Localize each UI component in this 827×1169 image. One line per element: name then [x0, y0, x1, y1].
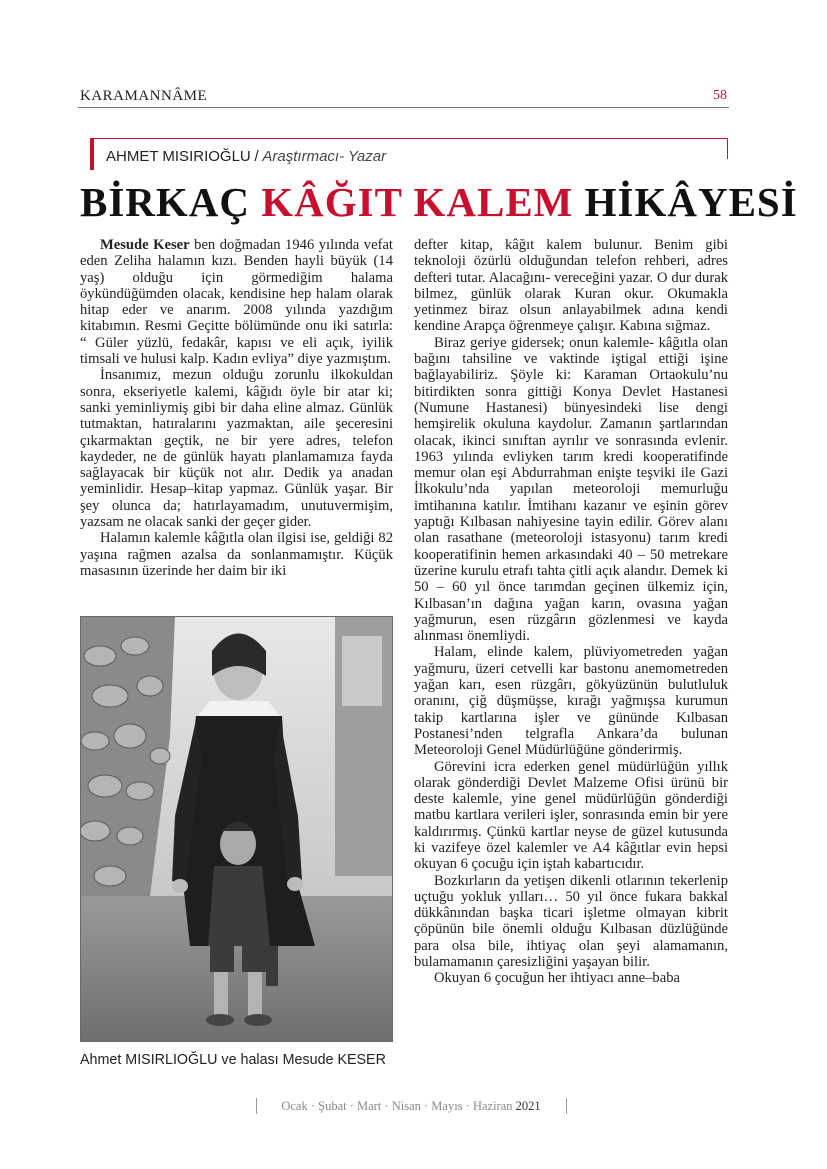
- header-rule: [78, 107, 729, 108]
- paragraph: [80, 367, 393, 530]
- paragraph: Bozkırların da yetişen dikenli otlarının tekerlenip uçtuğu yokluk yılları… 50 yıl önce fukara bakkal dükkânından başka ticari işletme olmayan kibrit çöpünün bile önemli olduğu Kılbasan düzlüğünde para olsa bile, ihtiyaç olan şeyi alamamanın, bulamamanın çaresizliğini yaşayan bilir.: [414, 872, 728, 971]
- footer-months: Ocak · Şubat · Mart · Nisan · Mayıs · Haziran: [281, 1099, 513, 1113]
- footer-year: 2021: [515, 1099, 541, 1113]
- author-name: AHMET MISIRIOĞLU: [106, 148, 251, 165]
- byline: [106, 148, 386, 166]
- magazine-title: KARAMANNÂME: [80, 88, 208, 104]
- paragraph: Biraz geriye gidersek; onun kalemle- kâğıtla olan bağını tahsiline ve vaktinde iştigal ettiği işine bağlayabiliriz. Şöyle ki: Karaman Ortaokulu’nu bitirdikten sonra gittiği Konya Devlet Hastanesi (Numune Hastanesi) bünyesindeki lise dengi hemşirelik okuluna kaydolur. Zamanın şartlarından olacak, ikinci sınıftan ayrılır ve sonrasında evlenir. 1963 yılında evliyken tarım kredi kooperatifinde memur olan eşi Abdurrahman enişte teşviki ile Gazi İlkokulu’nda yapılan meteoroloji memurluğu imtihanına katılır. İmtihanı kazanır ve eşinin görev yaptığı Kılbasan nahiyesine tayin edilir. Görev alanı olan rasathane (meteoroloji istasyonu) tarım kredi kooperatifinin hemen arkasındaki 40 – 50 metrekare üzerine kurulu etrafı tahta çitli açık alandır. Demek ki 50 – 60 yıl önce tarımdan geçinen ülkemiz için, Kılbasan’ın dağına yağan karın, ovasına yağan yağmurun, esen rüzgârın gözlenmesi ve kayda alınması önemliydi.: [414, 334, 728, 645]
- article-headline: [80, 178, 798, 226]
- paragraph-lead: Mesude Keser: [100, 237, 190, 253]
- footer-issue: [256, 1099, 566, 1114]
- paragraph-text: Halamın kalemle kâğıtla olan ilgisi ise, geldiği 82 yaşına rağmen azalsa da sonlanmamıştır. Küçük masasının üzerinde her daim bir iki: [80, 530, 393, 579]
- photo-illustration: [80, 616, 393, 1042]
- headline-part-2: KÂĞIT KALEM: [261, 179, 574, 225]
- paragraph: Görevini icra ederken genel müdürlüğün yıllık olarak gönderdiği Devlet Malzeme Ofisi ürünü bir deste kalemle, yine genel müdürlüğün gönderdiği matbu kartlara verileri işler, sonrasında emin bir yere kaldırırmış. Çünkü kartlar neyse de güzel kutusunda ki vazifeye özel kalemler ve A4 kâğıtlar evin hepsi okuyan 6 çocuğu için iştah kabartıcıdır.: [414, 758, 728, 873]
- paragraph: defter kitap, kâğıt kalem bulunur. Benim gibi teknoloji özürlü olduğundan telefon rehberi, adres defteri tutar. Alacağını- vereceğini yazar. O dur durak bilmez, günlük olarak Kuran okur. Okumakla yetinmez biraz olsun anlayabilmek adına kendi kendine Arapça öğrenmeye çalışır. Kabına sığmaz.: [414, 237, 728, 335]
- paragraph: Halam, elinde kalem, plüviyometreden yağan yağmuru, üzeri cetvelli kar bastonu anemometreden yağan karı, esen rüzgârı, gökyüzünün bulutluluk oranını, çiğ düşmüşse, kırağı yağmışsa kurumun takip kartlarına işler ve gününde Kılbasan Postanesi’nden telgrafla Ankara’da bulunan Meteoroloji Genel Müdürlüğüne gönderirmiş.: [414, 644, 728, 759]
- paragraph-text: İnsanımız, mezun olduğu zorunlu ilkokuldan sonra, ekseriyetle kalemi, kâğıdı öyle bir atar ki; sanki yeminliymiş gibi bir daha eline almaz. Günlük tutmaktan, hatıralarını yazmaktan, aile şeceresini çıkarmaktan geçtik, ne bir yere adres, telefon kaydeder, ne de günlük hayatı planlamamıza fayda sağlayacak bir küçük not alır. Dedik ya anadan yeminlidir. Hesap–kitap yapmaz. Günlük yaşar. Bir şey olunca da; hatırlayamadım, unutuvermişim, yazsam ne olacak sanki der geçer gider.: [80, 367, 393, 531]
- byline-separator: /: [254, 148, 259, 165]
- byline-top-rule: [94, 138, 728, 139]
- photo-caption: Ahmet MISIRLIOĞLU ve halası Mesude KESER: [80, 1052, 386, 1068]
- paragraph: [80, 530, 393, 579]
- article-column-2: [414, 237, 728, 987]
- headline-part-1: BİRKAÇ: [80, 179, 251, 225]
- page-number: 58: [713, 88, 727, 103]
- byline-accent-bar: [90, 138, 94, 170]
- footer-right-rule: [566, 1098, 567, 1114]
- byline-right-rule: [727, 138, 728, 159]
- paragraph-text: ben doğmadan 1946 yılında vefat eden Zeliha halamın kızı. Benden hayli büyük (14 yaş) olduğu için görmediğim halama öykündüğümden olacak, kendisine hep halam olarak hitap eder ve anarım. 2008 yılında yazdığım kitabımın. Resmi Geçitte bölümünde onu iki satırla: “ Güler yüzlü, fedakâr, kapısı ve eli açık, iyilik timsali ve hulusi kalp. Kadın evliya” diye yazmıştım.: [80, 237, 393, 368]
- paragraph: Okuyan 6 çocuğun her ihtiyacı anne–baba: [434, 970, 680, 987]
- article-photo: [80, 616, 393, 1042]
- author-role: Araştırmacı- Yazar: [262, 148, 387, 165]
- paragraph: [80, 237, 393, 367]
- headline-part-3: HİKÂYESİ: [584, 179, 798, 225]
- article-column-1: [80, 237, 393, 579]
